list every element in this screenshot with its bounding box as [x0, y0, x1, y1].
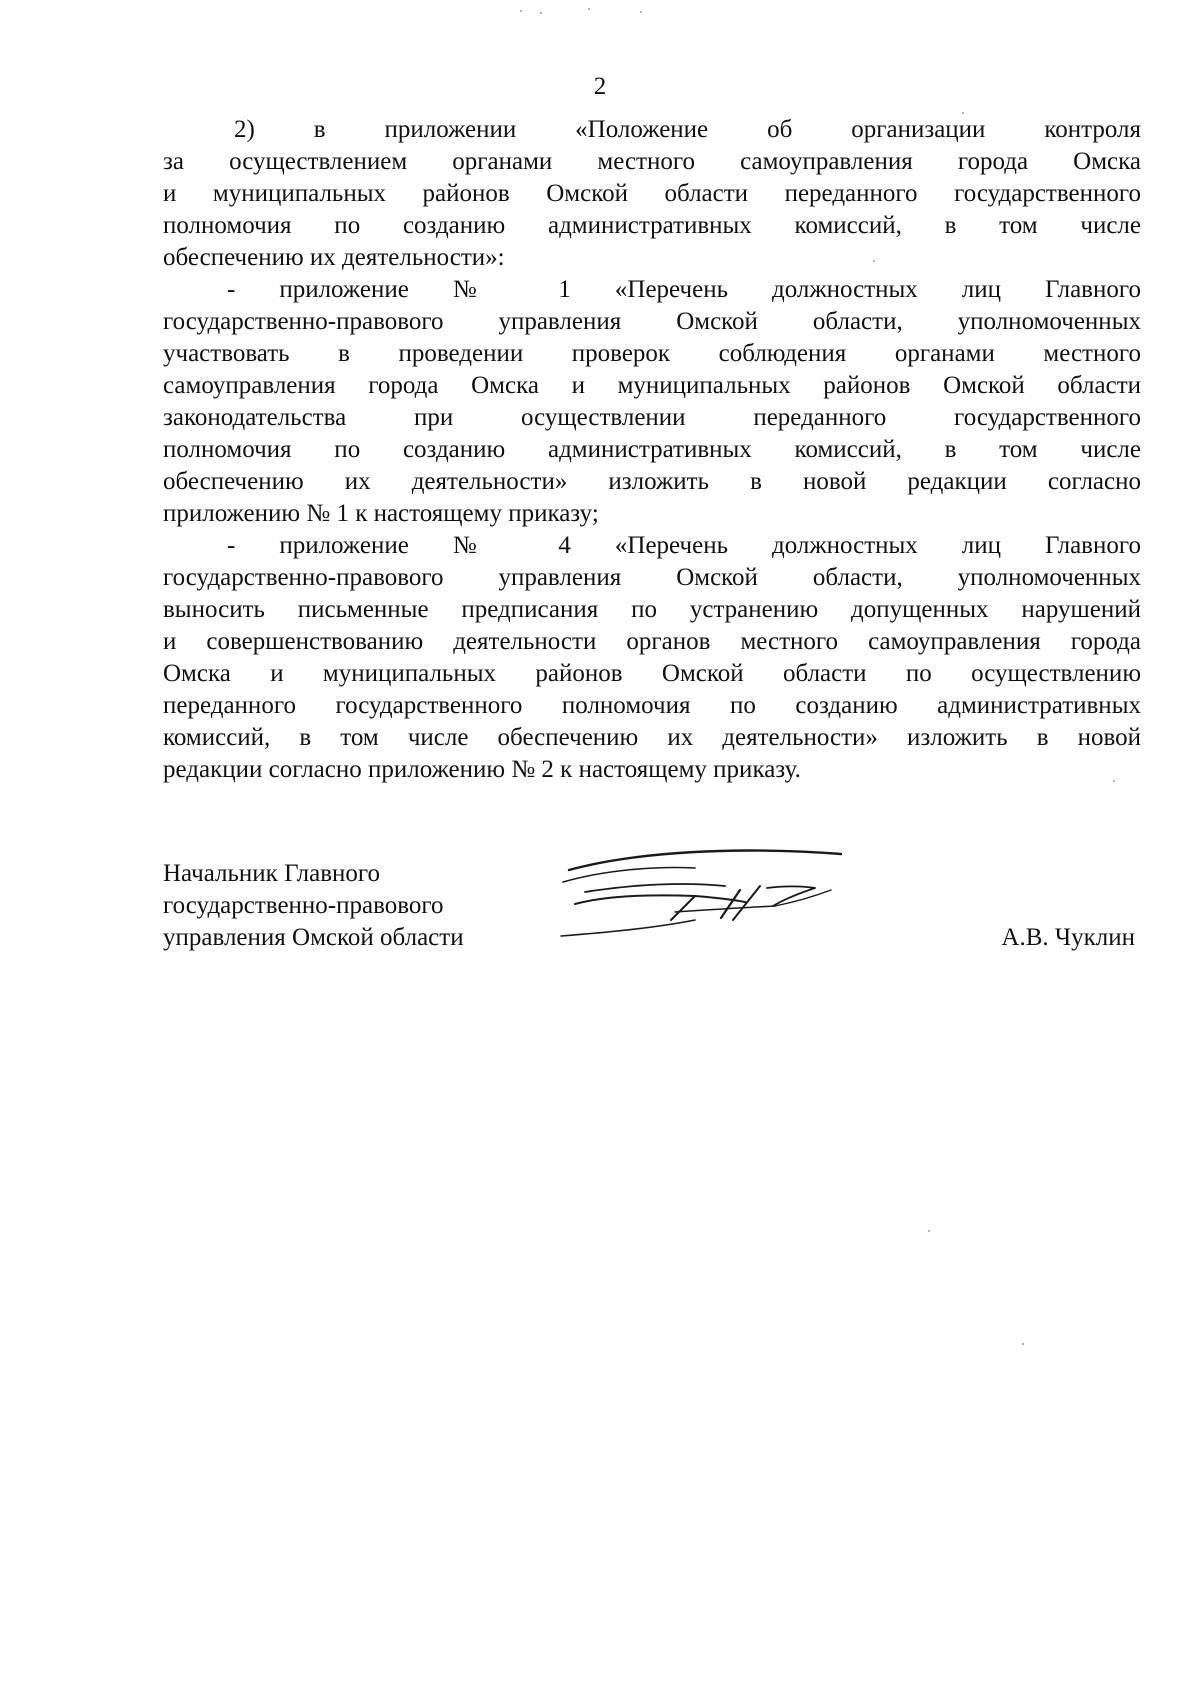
text-line: обеспечению их деятельности»:	[163, 244, 505, 271]
signer-name: А.В. Чуклин	[1001, 924, 1135, 951]
text-line: выносить письменные предписания по устранению допущенных нарушений	[163, 596, 1141, 623]
text-line: Омска и муниципальных районов Омской области по осуществлению	[163, 660, 1141, 687]
scan-speck	[1022, 1343, 1024, 1345]
scan-speck	[588, 8, 590, 10]
signer-position-line: Начальник Главного	[163, 860, 381, 887]
scan-speck	[928, 1230, 930, 1232]
text-line: приложению № 1 к настоящему приказу;	[163, 500, 599, 527]
text-line: и совершенствованию деятельности органов местного самоуправления города	[163, 628, 1141, 655]
text-line: 2) в приложении «Положение об организации контроля	[234, 116, 1141, 143]
signer-position-line: управления Омской области	[163, 924, 464, 951]
scan-speck	[962, 112, 964, 114]
handwritten-signature	[545, 840, 855, 950]
text-line: переданного государственного полномочия по созданию административных	[163, 692, 1141, 719]
scan-speck	[540, 12, 542, 14]
text-line: государственно-правового управления Омской области, уполномоченных	[163, 308, 1141, 335]
text-line: - приложение № 1 «Перечень должностных лиц Главного	[227, 276, 1141, 303]
text-line: государственно-правового управления Омской области, уполномоченных	[163, 564, 1141, 591]
order-body-text	[163, 114, 1141, 786]
scan-speck	[520, 10, 522, 12]
text-line: самоуправления города Омска и муниципальных районов Омской области	[163, 372, 1141, 399]
text-line: законодательства при осуществлении переданного государственного	[163, 404, 1141, 431]
text-line: - приложение № 4 «Перечень должностных лиц Главного	[227, 532, 1141, 559]
signer-position-line: государственно-правового	[163, 892, 444, 919]
text-line: обеспечению их деятельности» изложить в новой редакции согласно	[163, 468, 1141, 495]
scan-speck	[873, 260, 875, 262]
text-line: комиссий, в том числе обеспечению их деятельности» изложить в новой	[163, 724, 1141, 751]
text-line: и муниципальных районов Омской области переданного государственного	[163, 180, 1141, 207]
scan-speck	[640, 11, 642, 13]
text-line: полномочия по созданию административных комиссий, в том числе	[163, 436, 1141, 463]
scan-speck	[1113, 780, 1115, 782]
text-line: за осуществлением органами местного самоуправления города Омска	[163, 148, 1141, 175]
signature-block	[163, 858, 1141, 954]
page-number: 2	[593, 73, 607, 100]
text-line: редакции согласно приложению № 2 к настоящему приказу.	[163, 756, 801, 783]
text-line: участвовать в проведении проверок соблюдения органами местного	[163, 340, 1141, 367]
text-line: полномочия по созданию административных комиссий, в том числе	[163, 212, 1141, 239]
